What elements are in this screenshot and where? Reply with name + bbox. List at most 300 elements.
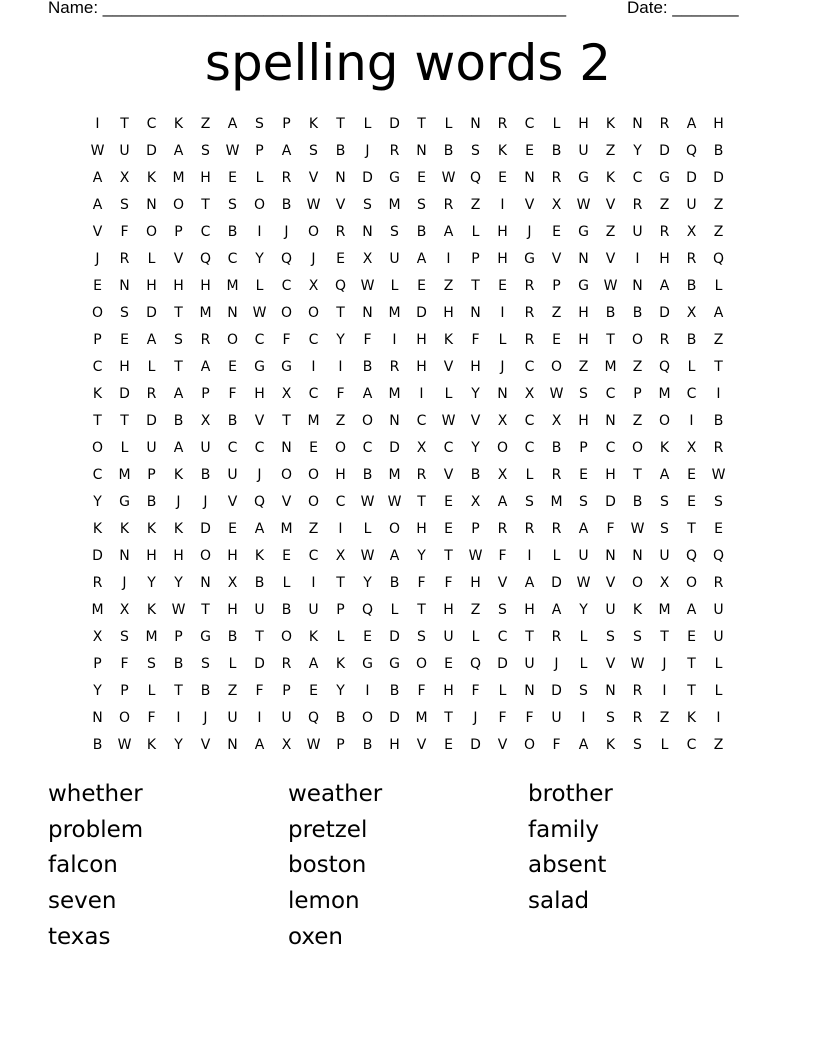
- grid-letter: S: [228, 197, 237, 213]
- grid-letter: T: [633, 467, 642, 483]
- word-list-item: salad: [528, 888, 590, 915]
- grid-letter: V: [605, 251, 616, 267]
- word-list-item: brother: [528, 781, 613, 807]
- grid-letter: R: [281, 656, 292, 672]
- grid-letter: L: [714, 278, 723, 294]
- grid-letter: J: [95, 251, 100, 267]
- grid-letter: Q: [685, 143, 698, 159]
- grid-letter: E: [444, 656, 453, 672]
- grid-row: [84, 435, 732, 462]
- grid-letter: I: [338, 521, 343, 537]
- grid-letter: S: [606, 629, 615, 645]
- grid-letter: R: [497, 116, 508, 132]
- grid-letter: K: [173, 467, 184, 483]
- grid-letter: L: [147, 251, 156, 267]
- grid-letter: W: [360, 278, 375, 294]
- grid-letter: C: [92, 467, 103, 483]
- grid-letter: T: [687, 521, 696, 537]
- grid-letter: S: [120, 305, 129, 321]
- grid-letter: V: [497, 575, 508, 591]
- grid-letter: F: [471, 332, 480, 348]
- grid-row: [84, 624, 732, 651]
- grid-letter: T: [471, 278, 480, 294]
- word-list-item: falcon: [48, 852, 118, 879]
- grid-letter: F: [147, 710, 156, 726]
- grid-letter: L: [147, 359, 156, 375]
- grid-letter: B: [470, 467, 481, 483]
- grid-letter: Y: [93, 494, 102, 510]
- grid-letter: N: [389, 413, 400, 429]
- grid-letter: K: [335, 656, 346, 672]
- grid-letter: I: [581, 710, 586, 726]
- grid-letter: C: [308, 332, 319, 348]
- grid-letter: C: [443, 440, 454, 456]
- grid-letter: N: [524, 683, 535, 699]
- word-list-item: problem: [48, 816, 144, 843]
- date-field-label: Date: _______: [627, 0, 739, 17]
- grid-letter: X: [200, 413, 211, 429]
- grid-letter: P: [471, 521, 480, 537]
- grid-letter: Q: [334, 278, 347, 294]
- grid-letter: U: [389, 251, 400, 267]
- grid-letter: I: [689, 413, 694, 429]
- grid-letter: X: [92, 629, 103, 645]
- grid-letter: H: [713, 116, 724, 132]
- grid-letter: O: [388, 521, 401, 537]
- grid-letter: O: [199, 548, 212, 564]
- grid-letter: U: [254, 602, 265, 618]
- grid-letter: E: [444, 521, 453, 537]
- grid-letter: K: [659, 440, 670, 456]
- grid-letter: Q: [307, 710, 320, 726]
- grid-letter: G: [578, 224, 589, 240]
- grid-letter: S: [417, 197, 426, 213]
- grid-letter: R: [659, 224, 670, 240]
- grid-letter: O: [118, 710, 131, 726]
- grid-letter: B: [362, 467, 373, 483]
- grid-letter: T: [687, 656, 696, 672]
- grid-letter: C: [281, 278, 292, 294]
- grid-letter: T: [714, 359, 723, 375]
- grid-letter: F: [120, 224, 129, 240]
- grid-row: [84, 111, 732, 138]
- grid-letter: Z: [308, 521, 319, 537]
- grid-letter: X: [119, 170, 130, 186]
- grid-row: [84, 408, 732, 435]
- grid-row: [84, 489, 732, 516]
- grid-letter: W: [441, 170, 456, 186]
- grid-letter: B: [335, 710, 346, 726]
- grid-letter: V: [416, 737, 427, 753]
- grid-letter: H: [146, 278, 157, 294]
- grid-letter: H: [416, 359, 427, 375]
- grid-letter: T: [417, 602, 426, 618]
- grid-letter: R: [551, 467, 562, 483]
- word-list: [48, 777, 768, 957]
- grid-letter: I: [500, 305, 505, 321]
- grid-letter: L: [390, 602, 399, 618]
- grid-letter: S: [120, 629, 129, 645]
- grid-letter: T: [660, 629, 669, 645]
- grid-letter: G: [254, 359, 265, 375]
- grid-letter: A: [227, 116, 238, 132]
- grid-row: [84, 516, 732, 543]
- grid-letter: E: [228, 521, 237, 537]
- grid-letter: K: [308, 629, 319, 645]
- grid-letter: J: [662, 656, 667, 672]
- grid-letter: T: [336, 575, 345, 591]
- grid-letter: S: [309, 143, 318, 159]
- word-list-item: texas: [48, 923, 111, 950]
- grid-letter: S: [660, 494, 669, 510]
- grid-letter: K: [254, 548, 265, 564]
- grid-letter: H: [443, 305, 454, 321]
- grid-letter: D: [470, 737, 481, 753]
- grid-letter: W: [576, 575, 591, 591]
- word-list-item: whether: [48, 781, 143, 807]
- grid-letter: K: [92, 521, 103, 537]
- grid-letter: K: [146, 170, 157, 186]
- grid-letter: X: [362, 251, 373, 267]
- grid-letter: V: [524, 197, 535, 213]
- page-title: spelling words 2: [204, 34, 612, 92]
- grid-letter: R: [551, 170, 562, 186]
- grid-letter: B: [227, 413, 238, 429]
- grid-letter: S: [525, 494, 534, 510]
- grid-letter: E: [552, 224, 561, 240]
- grid-letter: S: [498, 602, 507, 618]
- grid-letter: B: [281, 602, 292, 618]
- grid-letter: F: [336, 386, 345, 402]
- grid-letter: J: [365, 143, 370, 159]
- grid-letter: F: [471, 683, 480, 699]
- grid-letter: W: [441, 413, 456, 429]
- grid-letter: H: [119, 359, 130, 375]
- grid-letter: P: [336, 737, 345, 753]
- grid-letter: E: [120, 332, 129, 348]
- grid-letter: R: [443, 197, 454, 213]
- grid-letter: V: [227, 494, 238, 510]
- grid-letter: H: [605, 467, 616, 483]
- grid-letter: A: [173, 143, 184, 159]
- grid-letter: C: [632, 170, 643, 186]
- grid-letter: A: [254, 737, 265, 753]
- grid-letter: N: [578, 251, 589, 267]
- grid-letter: E: [714, 521, 723, 537]
- grid-letter: Q: [199, 251, 212, 267]
- grid-letter: K: [605, 170, 616, 186]
- grid-letter: C: [524, 413, 535, 429]
- grid-letter: E: [336, 251, 345, 267]
- grid-letter: P: [174, 629, 183, 645]
- grid-row: [84, 273, 732, 300]
- grid-letter: B: [389, 575, 400, 591]
- grid-letter: N: [632, 548, 643, 564]
- grid-letter: N: [605, 683, 616, 699]
- grid-letter: T: [336, 116, 345, 132]
- grid-letter: D: [497, 656, 508, 672]
- grid-letter: G: [578, 170, 589, 186]
- grid-letter: T: [444, 548, 453, 564]
- grid-letter: D: [146, 143, 157, 159]
- grid-letter: N: [632, 278, 643, 294]
- grid-letter: L: [255, 170, 264, 186]
- grid-letter: T: [201, 602, 210, 618]
- grid-letter: I: [662, 683, 667, 699]
- grid-letter: M: [658, 386, 671, 402]
- grid-letter: N: [632, 116, 643, 132]
- grid-letter: P: [93, 332, 102, 348]
- grid-letter: D: [389, 710, 400, 726]
- grid-letter: U: [200, 440, 211, 456]
- grid-letter: L: [390, 278, 399, 294]
- grid-letter: Z: [713, 332, 724, 348]
- grid-letter: M: [145, 629, 158, 645]
- grid-letter: Q: [280, 251, 293, 267]
- grid-letter: E: [498, 278, 507, 294]
- grid-letter: R: [659, 332, 670, 348]
- grid-letter: C: [254, 440, 265, 456]
- grid-letter: D: [200, 521, 211, 537]
- grid-letter: I: [527, 548, 532, 564]
- grid-letter: V: [173, 251, 184, 267]
- grid-letter: E: [93, 278, 102, 294]
- grid-letter: V: [497, 737, 508, 753]
- grid-letter: M: [550, 494, 563, 510]
- grid-letter: S: [147, 656, 156, 672]
- grid-letter: F: [120, 656, 129, 672]
- grid-letter: U: [551, 710, 562, 726]
- grid-letter: X: [524, 386, 535, 402]
- grid-letter: O: [253, 197, 266, 213]
- grid-letter: A: [659, 467, 670, 483]
- grid-letter: Y: [174, 575, 183, 591]
- grid-letter: E: [687, 494, 696, 510]
- grid-letter: U: [443, 629, 454, 645]
- grid-letter: O: [685, 575, 698, 591]
- grid-letter: G: [281, 359, 292, 375]
- grid-letter: S: [390, 224, 399, 240]
- grid-letter: B: [173, 413, 184, 429]
- grid-letter: A: [200, 359, 211, 375]
- grid-letter: Q: [712, 548, 725, 564]
- grid-letter: S: [579, 386, 588, 402]
- grid-letter: B: [227, 629, 238, 645]
- grid-letter: D: [119, 386, 130, 402]
- grid-letter: Z: [551, 305, 562, 321]
- grid-letter: O: [307, 467, 320, 483]
- grid-letter: R: [659, 116, 670, 132]
- grid-letter: P: [282, 683, 291, 699]
- grid-letter: X: [281, 737, 292, 753]
- grid-letter: F: [498, 548, 507, 564]
- grid-letter: E: [417, 278, 426, 294]
- grid-letter: H: [497, 251, 508, 267]
- grid-letter: E: [525, 143, 534, 159]
- grid-letter: C: [308, 386, 319, 402]
- grid-letter: U: [227, 467, 238, 483]
- grid-letter: I: [716, 710, 721, 726]
- grid-letter: O: [361, 710, 374, 726]
- grid-letter: A: [443, 224, 454, 240]
- grid-letter: D: [389, 440, 400, 456]
- grid-letter: Y: [174, 737, 183, 753]
- grid-letter: U: [281, 710, 292, 726]
- grid-letter: K: [119, 521, 130, 537]
- grid-letter: N: [605, 413, 616, 429]
- grid-letter: E: [579, 467, 588, 483]
- grid-letter: T: [93, 413, 102, 429]
- grid-letter: O: [226, 332, 239, 348]
- grid-letter: I: [446, 251, 451, 267]
- grid-letter: B: [416, 224, 427, 240]
- grid-letter: F: [417, 575, 426, 591]
- word-list-item: absent: [528, 852, 607, 879]
- grid-letter: H: [578, 332, 589, 348]
- grid-letter: S: [255, 116, 264, 132]
- grid-letter: I: [311, 575, 316, 591]
- grid-letter: F: [228, 386, 237, 402]
- grid-letter: B: [200, 467, 211, 483]
- grid-letter: D: [551, 683, 562, 699]
- grid-letter: M: [307, 413, 320, 429]
- grid-letter: B: [443, 143, 454, 159]
- grid-letter: B: [632, 494, 643, 510]
- grid-letter: W: [630, 656, 645, 672]
- grid-letter: B: [605, 305, 616, 321]
- grid-letter: A: [308, 656, 319, 672]
- name-field-label: Name: _________________________________________________: [48, 0, 567, 17]
- grid-letter: J: [500, 359, 505, 375]
- grid-letter: O: [361, 413, 374, 429]
- grid-letter: J: [203, 710, 208, 726]
- grid-letter: Y: [336, 683, 345, 699]
- grid-letter: P: [336, 602, 345, 618]
- grid-letter: W: [225, 143, 240, 159]
- grid-letter: X: [686, 305, 697, 321]
- grid-letter: J: [203, 494, 208, 510]
- grid-letter: Z: [632, 413, 643, 429]
- grid-letter: P: [201, 386, 210, 402]
- grid-letter: V: [92, 224, 103, 240]
- grid-letter: H: [578, 116, 589, 132]
- grid-letter: F: [363, 332, 372, 348]
- grid-letter: A: [713, 305, 724, 321]
- grid-letter: H: [470, 359, 481, 375]
- grid-letter: O: [631, 332, 644, 348]
- grid-letter: K: [146, 737, 157, 753]
- grid-letter: M: [199, 305, 212, 321]
- grid-letter: T: [120, 413, 129, 429]
- grid-letter: A: [92, 197, 103, 213]
- grid-letter: G: [119, 494, 130, 510]
- grid-letter: W: [306, 737, 321, 753]
- grid-letter: I: [257, 224, 262, 240]
- grid-letter: H: [173, 278, 184, 294]
- grid-row: [84, 597, 732, 624]
- grid-letter: R: [686, 251, 697, 267]
- grid-letter: B: [173, 656, 184, 672]
- grid-letter: N: [200, 575, 211, 591]
- grid-letter: R: [524, 305, 535, 321]
- grid-letter: G: [524, 251, 535, 267]
- grid-letter: N: [146, 197, 157, 213]
- grid-letter: X: [416, 440, 427, 456]
- grid-letter: S: [633, 737, 642, 753]
- grid-letter: T: [525, 629, 534, 645]
- grid-letter: Z: [578, 359, 589, 375]
- grid-letter: W: [468, 548, 483, 564]
- grid-letter: J: [122, 575, 127, 591]
- grid-letter: E: [444, 737, 453, 753]
- grid-letter: Y: [363, 575, 372, 591]
- grid-letter: C: [227, 251, 238, 267]
- grid-letter: D: [92, 548, 103, 564]
- grid-letter: K: [92, 386, 103, 402]
- grid-letter: I: [257, 710, 262, 726]
- grid-letter: F: [417, 683, 426, 699]
- grid-letter: H: [173, 548, 184, 564]
- word-list-item: weather: [288, 781, 383, 807]
- grid-letter: B: [686, 278, 697, 294]
- grid-letter: U: [713, 629, 724, 645]
- word-list-item: pretzel: [288, 816, 368, 843]
- grid-letter: R: [551, 521, 562, 537]
- grid-letter: B: [632, 305, 643, 321]
- grid-letter: E: [228, 170, 237, 186]
- grid-letter: D: [659, 305, 670, 321]
- grid-letter: M: [415, 710, 428, 726]
- grid-letter: R: [497, 521, 508, 537]
- grid-letter: K: [443, 332, 454, 348]
- grid-letter: E: [228, 359, 237, 375]
- grid-letter: J: [554, 656, 559, 672]
- grid-letter: Z: [713, 737, 724, 753]
- grid-letter: S: [579, 683, 588, 699]
- grid-letter: T: [174, 683, 183, 699]
- grid-letter: Q: [658, 359, 671, 375]
- grid-letter: U: [686, 197, 697, 213]
- grid-letter: Y: [93, 683, 102, 699]
- grid-letter: O: [307, 494, 320, 510]
- grid-letter: E: [417, 170, 426, 186]
- grid-letter: X: [659, 575, 670, 591]
- grid-letter: Q: [712, 251, 725, 267]
- grid-letter: G: [389, 170, 400, 186]
- grid-letter: O: [172, 197, 185, 213]
- grid-letter: U: [632, 224, 643, 240]
- grid-letter: U: [308, 602, 319, 618]
- grid-letter: T: [255, 629, 264, 645]
- grid-letter: G: [200, 629, 211, 645]
- grid-letter: T: [282, 413, 291, 429]
- grid-letter: J: [257, 467, 262, 483]
- grid-letter: D: [605, 494, 616, 510]
- grid-letter: N: [416, 143, 427, 159]
- grid-letter: O: [496, 440, 509, 456]
- grid-letter: G: [362, 656, 373, 672]
- grid-letter: V: [443, 359, 454, 375]
- grid-letter: U: [605, 602, 616, 618]
- grid-row: [84, 732, 732, 759]
- grid-letter: W: [603, 278, 618, 294]
- grid-letter: N: [524, 170, 535, 186]
- grid-letter: J: [311, 251, 316, 267]
- grid-letter: I: [716, 386, 721, 402]
- grid-letter: H: [200, 278, 211, 294]
- header: [48, 0, 748, 19]
- grid-letter: F: [498, 710, 507, 726]
